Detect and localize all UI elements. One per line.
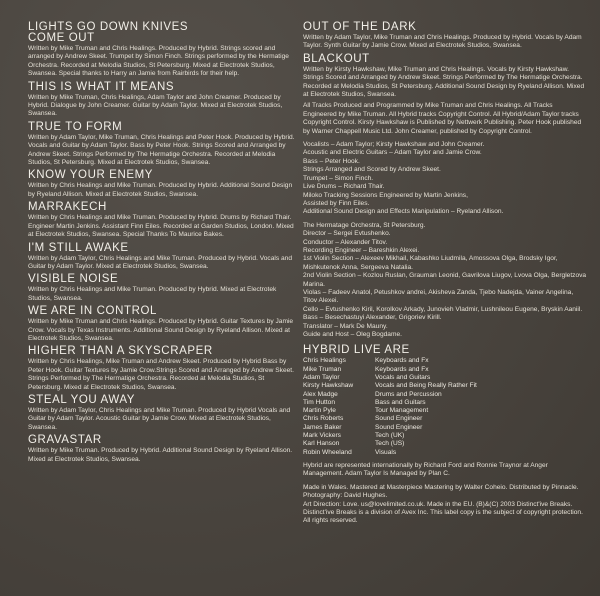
track-title: THIS IS WHAT IT MEANS bbox=[28, 80, 175, 93]
track-title: LIGHTS GO DOWN KNIVES COME OUT bbox=[28, 21, 189, 44]
personnel-notes: Vocalists – Adam Taylor; Kirsty Hawkshaw and John Creamer. Acoustic and Electric Guitars – Adam Taylor and Jamie Crow. Bass – Peter Hook. Strings Arranged and Scored by Andrew Skeet. Trumpet – Simon Finch. Live Drums – Richard Thair. Miloko Tracking Sessions Engineered by Martin Jenkins, Assisted by Finn Eiles. Additional Sound Design and Effects Manipulation – Ryeland Allison. bbox=[303, 141, 504, 216]
roster-row bbox=[303, 382, 588, 390]
member-name: Adam Taylor bbox=[303, 374, 340, 381]
track-credits: Written by Adam Taylor, Chris Healings and Mike Truman. Produced by Hybrid. Vocals and Guitar by Adam Taylor. Mixed at Electrotek Studios, Swansea. bbox=[28, 254, 292, 270]
member-name: Robin Wheeland bbox=[303, 448, 352, 456]
track-title: GRAVASTAR bbox=[28, 434, 102, 447]
track-entry bbox=[303, 22, 588, 51]
member-role: Tech (UK) bbox=[375, 432, 405, 440]
track-credits: Written by Mike Truman. Produced by Hybrid. Additional Sound Design by Ryeland Allison. Mixed at Electrotek Studios, Swansea. bbox=[28, 447, 293, 463]
orchestra-notes: The Hermatage Orchestra, St Petersburg. Director – Sergei Evtushenko. Conductor – Alexander Titov. Recording Engineer – Bareshkin Alexei. 1st Violin Section – Alexeev Mikhail, Kabashko Liudmila, Amossova Olga, Brodsky Igor, Mishkutenok Anna, Sergeeva Natalia. 2nd Violin Section – Kozlou Ruslan, Grauman Leonid, Gavrilova Liugov, Lvova Olga, Bergletzova Marina. Violas – Fadeev Anatol, Petushkov andrei, Akisheva Zanda, Tjebo Nadejda, Vainer Angelina, Titov Alexei. Cello – Evtushenko Kiril, Korolkov Arkady, Junovieh Vladmir, Lushnileou Eugene, Bryskin Aaniil. Bass – Besechastuyi Alexander, Grigoriev Kirill. Translator – Mark De Mauny. Guide and Host – Oleg Bogdame. bbox=[303, 221, 587, 338]
roster-row bbox=[303, 391, 588, 399]
roster-row bbox=[303, 432, 588, 440]
production-notes: All Tracks Produced and Programmed by Mike Truman and Chris Healings. All Tracks Engineered by Mike Truman. All Hybrid tracks Copyright Control. All Hybrid/Adam Taylor tracks Copyright Control. Kirsty Hawkshaw is Published by Nettwerk Publishing. Peter Hook published by Warner Chappell Music Ltd. John Creamer, published by Copyright Control. bbox=[303, 102, 582, 135]
roster-row bbox=[303, 424, 588, 432]
roster-row bbox=[303, 357, 588, 365]
member-role: Vocals and Guitars bbox=[375, 374, 431, 381]
roster-row bbox=[303, 440, 588, 448]
track-credits: Written by Mike Truman, Chris Healings, Adam Taylor and John Creamer. Produced by Hybrid. Dialogue by John Creamer. Guitar by Adam Taylor. Mixed at Electrotek Studios, Swansea. bbox=[28, 93, 283, 118]
track-credits: Written by Chris Healings and Mike Truman. Produced by Hybrid. Additional Sound Design by Ryeland Allison. Mixed at Electrotek Studios, Swansea. bbox=[28, 182, 293, 198]
member-name: Chris Healings bbox=[303, 357, 346, 365]
track-title: BLACKOUT bbox=[303, 52, 370, 65]
management-notes: Hybrid are represented internationally by Richard Ford and Ronnie Traynor at Anger Management. Adam Taylor Is Managed by Plan C. bbox=[303, 461, 548, 478]
member-role: Keyboards and Fx bbox=[375, 365, 429, 373]
right-column bbox=[303, 22, 588, 531]
track-entry bbox=[28, 346, 296, 392]
track-title: HIGHER THAN A SKYSCRAPER bbox=[28, 345, 213, 358]
track-title: KNOW YOUR ENEMY bbox=[28, 169, 154, 182]
right-track-list bbox=[303, 22, 588, 99]
track-credits: Written by Mike Truman and Chris Healings. Produced by Hybrid. Strings scored and arranged by Andrew Skeet. Trumpet by Simon Finch. Strings performed by the Hermatige Orchestra. Recorded at Melodia Studios, St Petersburg. Mixed at Electrotek Studios, Swansea. Special thanks to Harry an Jamie from Rairbirds for their help. bbox=[28, 45, 289, 78]
member-role: Bass and Guitars bbox=[375, 398, 426, 406]
track-title: MARRAKECH bbox=[28, 201, 107, 214]
track-credits: Written by Adam Taylor, Mike Truman, Chris Healings and Peter Hook. Produced by Hybrid. Vocals and Guitar by Adam Taylor. Bass by Peter Hook. Strings Scored and Arranged by Andrew Skeet. Strings Performed by The Hermatige Orchestra. Recorded at Melodia Studios, St Petersburg. Mixed at Electrotek Studios, Swansea. bbox=[28, 133, 295, 167]
track-entry bbox=[28, 122, 296, 168]
roster-row bbox=[303, 407, 588, 415]
member-role: Sound Engineer bbox=[375, 423, 423, 431]
member-role: Visuals bbox=[375, 448, 397, 456]
track-title: VISIBLE NOISE bbox=[28, 273, 119, 286]
track-credits: Written by Mike Truman and Chris Healings. Produced by Hybrid. Guitar Textures by Jamie Crow. Vocals by Texas Instruments. Additional Sound Design by Ryeland Allison. Mixed at Electrotek Studios, Swansea. bbox=[28, 318, 294, 342]
track-entry bbox=[28, 22, 296, 79]
roster-row bbox=[303, 449, 588, 457]
track-credits: Written by Adam Taylor, Chris Healings and Mike Truman. Produced by Hybrid Vocals and Guitar by Adam Taylor. Acoustic Guitar by Jamie Crow. Mixed at Electrotek Studios, Swansea. bbox=[28, 406, 291, 431]
member-name: Chris Roberts bbox=[303, 415, 344, 423]
track-credits: Written by Kirsty Hawkshaw, Mike Truman and Chris Healings. Vocals by Kirsty Hawkshaw. Strings Scored and Arranged by Andrew Skeet. Strings Performed by The Hermatige Orchestra. Recorded at Melodia Studios, St Petersburg. Additional Sound Design by Ryeland Allison. Mixed at Electrotek Studios, Swansea. bbox=[303, 65, 585, 99]
roster-row bbox=[303, 399, 588, 407]
track-title: OUT OF THE DARK bbox=[303, 21, 417, 33]
roster-row bbox=[303, 415, 588, 423]
member-name: Mike Truman bbox=[303, 365, 342, 373]
track-credits: Written by Adam Taylor, Mike Truman and Chris Healings. Produced by Hybrid. Vocals by Adam Taylor. Synth Guitar by Jamie Crow. Mixed at Electrotek Studios, Swansea. bbox=[303, 34, 582, 50]
left-column bbox=[28, 22, 296, 467]
track-credits: Written by Chris Healings and Mike Truman. Produced by Hybrid. Mixed at Electrotek Studios, Swansea. bbox=[28, 286, 277, 302]
track-credits: Written by Chris Healings, Mike Truman and Andrew Skeet. Produced by Hybrid Bass by Peter Hook. Guitar Textures by Jamie Crow.Strings Scored and Arranged by Andrew Skeet. Strings Performed by The Hermatige Orchestra. Recorded at Melodia Studios, St Petersburg. Mixed at Electrotek Studios, Swansea. bbox=[28, 358, 294, 391]
track-title: I'M STILL AWAKE bbox=[28, 241, 129, 254]
member-role: Sound Engineer bbox=[375, 415, 423, 423]
member-name: Tim Hutton bbox=[303, 398, 335, 406]
track-entry bbox=[28, 170, 296, 199]
track-credits: Written by Chris Healings and Mike Truman. Produced by Hybrid. Drums by Richard Thair. Engineer Martin Jenkins. Assistant Finn Eiles. Recorded at Garden Studios, London. Mixed at Electrotek Studios, Swansea. Special Thanks To Maurice Bakes. bbox=[28, 214, 294, 239]
track-title: STEAL YOU AWAY bbox=[28, 393, 136, 406]
member-role: Tech (US) bbox=[375, 440, 405, 448]
footer-notes: Made in Wales. Mastered at Masterpiece Mastering by Walter Coheio. Distributed by Pinnacle. Photography: David Hughes. Art Direction: Love. us@lovelimited.co.uk. Made in the EU. (B)&(C) 2003 Distinct'ive Breaks. Distinct'ive Breaks is a division of Avex Inc. This label copy is the subject of copyright protection. All rights reserved. bbox=[303, 483, 583, 525]
track-entry bbox=[28, 274, 296, 303]
track-entry bbox=[28, 202, 296, 239]
member-name: Mark Vickers bbox=[303, 432, 341, 440]
member-role: Vocals and Being Really Rather Fit bbox=[375, 382, 477, 390]
member-name: Karl Hanson bbox=[303, 440, 340, 448]
live-section-title: HYBRID LIVE ARE bbox=[303, 344, 410, 357]
member-role: Keyboards and Fx bbox=[375, 357, 429, 365]
track-entry bbox=[28, 395, 296, 432]
track-entry bbox=[28, 306, 296, 343]
track-entry bbox=[28, 243, 296, 272]
live-roster bbox=[303, 357, 588, 457]
track-title: WE ARE IN CONTROL bbox=[28, 305, 158, 318]
roster-row bbox=[303, 366, 588, 374]
member-role: Drums and Percussion bbox=[375, 390, 442, 398]
member-role: Tour Management bbox=[375, 407, 429, 415]
track-title: TRUE TO FORM bbox=[28, 120, 123, 133]
member-name: James Baker bbox=[303, 423, 342, 431]
member-name: Kirsty Hawkshaw bbox=[303, 382, 354, 390]
track-entry bbox=[303, 54, 588, 100]
track-entry bbox=[28, 435, 296, 464]
track-entry bbox=[28, 82, 296, 119]
roster-row bbox=[303, 374, 588, 382]
member-name: Martin Pyle bbox=[303, 407, 336, 415]
member-name: Alex Madge bbox=[303, 390, 338, 398]
